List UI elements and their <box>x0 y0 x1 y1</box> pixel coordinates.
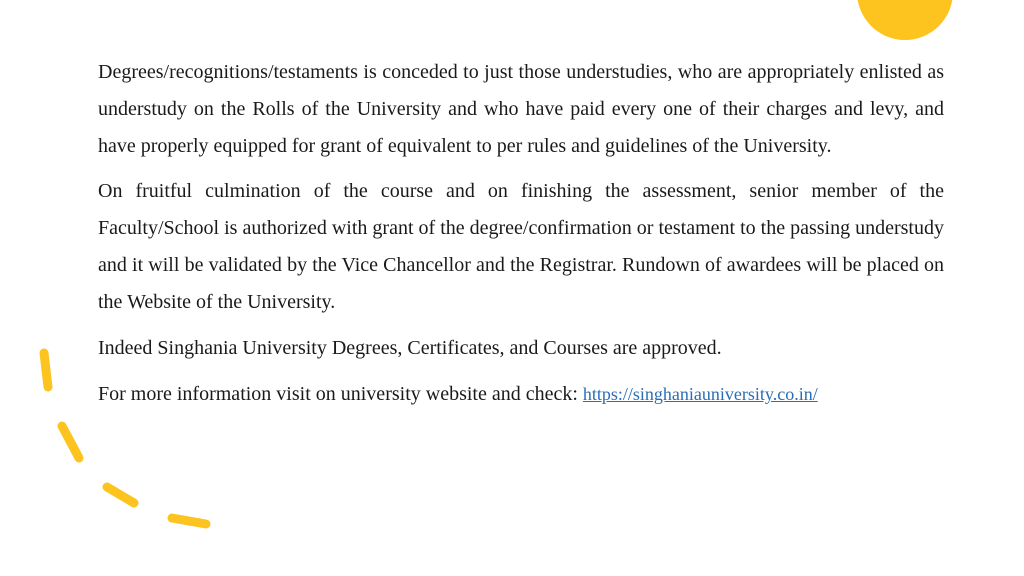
dash-3 <box>107 487 134 503</box>
paragraph-approved: Indeed Singhania University Degrees, Certificates, and Courses are approved. <box>98 337 722 359</box>
dash-1 <box>44 353 48 387</box>
body-text <box>98 54 944 422</box>
university-website-link[interactable]: https://singhaniauniversity.co.in/ <box>582 384 818 404</box>
dash-2 <box>62 426 79 458</box>
paragraph-more-info <box>98 376 944 413</box>
paragraph-degrees: Degrees/recognitions/testaments is conceded to just those understudies, who are appropriately enlisted as understudy on the Rolls of the University and who have paid every one of their charges and levy, and have properly equipped for grant of equivalent to per rules and guidelines of the University. <box>98 61 944 157</box>
more-info-text: For more information visit on university website and check: <box>98 383 578 405</box>
decorative-circle <box>857 0 953 40</box>
dash-4 <box>172 518 206 524</box>
paragraph-culmination: On fruitful culmination of the course and on finishing the assessment, senior member of the Faculty/School is authorized with grant of the degree/confirmation or testament to the passing understudy and it will be validated by the Vice Chancellor and the Registrar. Rundown of awardees will be placed on the Website of the University. <box>98 180 944 313</box>
